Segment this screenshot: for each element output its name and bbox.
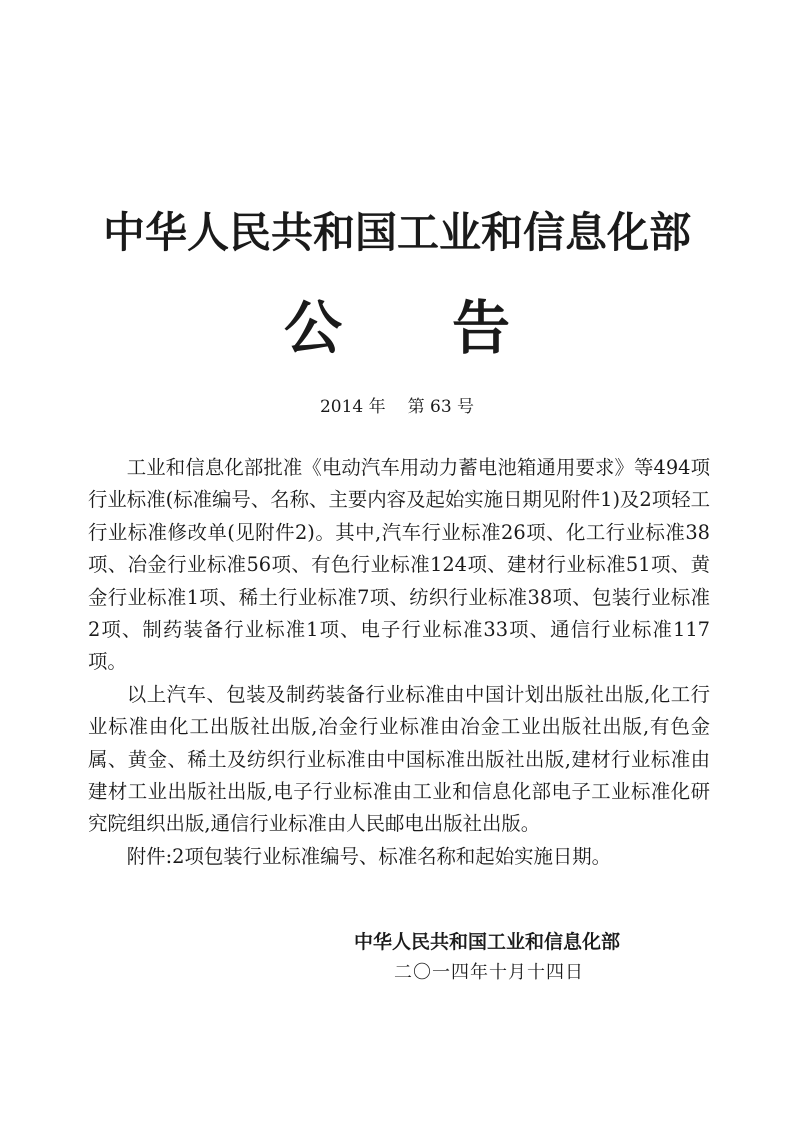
body-paragraph-1: 工业和信息化部批准《电动汽车用动力蓄电池箱通用要求》等494项行业标准(标准编号、名称、主要内容及起始实施日期见附件1)及2项轻工行业标准修改单(见附件2)。其中,汽车行业标准26项、化工行业标准38项、冶金行业标准56项、有色行业标准124项、建材行业标准51项、黄金行业标准1项、稀土行业标准7项、纺织行业标准38项、包装行业标准2项、制药装备行业标准1项、电子行业标准33项、通信行业标准117项。 bbox=[88, 456, 710, 674]
signature-org: 中华人民共和国工业和信息化部 bbox=[354, 931, 621, 953]
doc-type-char-1: 公 bbox=[283, 294, 342, 362]
doc-year: 2014 年 bbox=[319, 397, 386, 417]
document-type-heading bbox=[0, 292, 794, 364]
body-paragraph-3: 附件:2项包装行业标准编号、标准名称和起始实施日期。 bbox=[126, 844, 612, 868]
body-paragraph-2: 以上汽车、包装及制药装备行业标准由中国计划出版社出版,化工行业标准由化工出版社出版,冶金行业标准由冶金工业出版社出版,有色金属、黄金、稀土及纺织行业标准由中国标准出版社出版,建材行业标准由建材工业出版社出版,电子行业标准由工业和信息化部电子工业标准化研究院组织出版,通信行业标准由人民邮电出版社出版。 bbox=[88, 682, 710, 836]
announcement-body bbox=[88, 452, 710, 873]
doc-type-char-2: 告 bbox=[452, 294, 511, 362]
document-number bbox=[0, 395, 794, 419]
signature-date: 二〇一四年十月十四日 bbox=[394, 962, 584, 983]
doc-serial-number: 第 63 号 bbox=[407, 397, 475, 417]
issuing-org-title: 中华人民共和国工业和信息化部 bbox=[102, 208, 691, 257]
